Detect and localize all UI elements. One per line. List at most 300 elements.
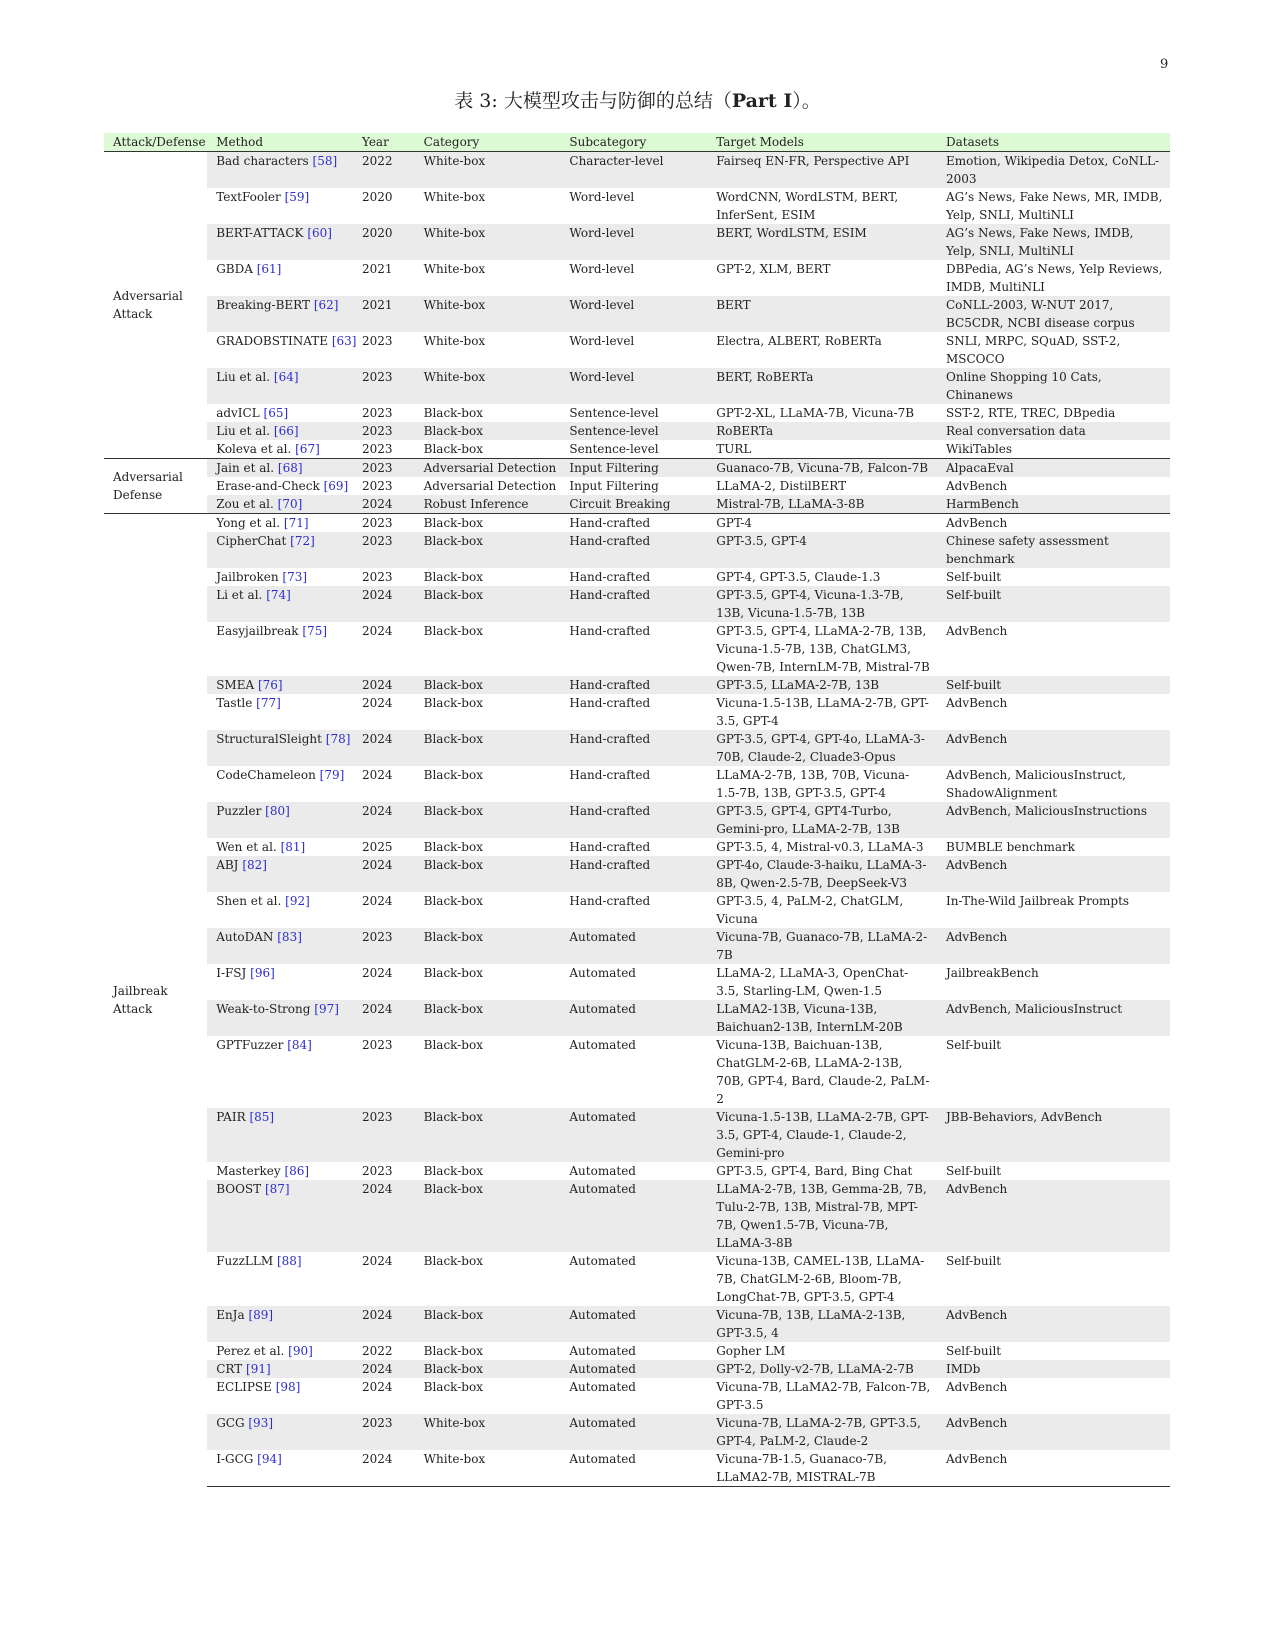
subcategory-cell: Circuit Breaking (560, 495, 707, 514)
method-cell (207, 676, 353, 694)
datasets-cell: SST-2, RTE, TREC, DBpedia (945, 406, 1116, 420)
citation-link[interactable]: [93] (248, 1416, 274, 1430)
category-cell: Black-box (415, 1306, 561, 1342)
table-row (104, 1414, 1170, 1450)
citation-link[interactable]: [91] (246, 1362, 271, 1376)
datasets-cell: In-The-Wild Jailbreak Prompts (945, 894, 1130, 908)
category-cell: Black-box (423, 840, 483, 854)
target-models-cell: Guanaco-7B, Vicuna-7B, Falcon-7B (707, 459, 937, 478)
citation-link[interactable]: [78] (325, 732, 351, 746)
citation-link[interactable]: [88] (276, 1254, 302, 1268)
table-row (104, 1360, 1170, 1378)
target-models-cell: BERT (707, 296, 937, 332)
method-name: GCG (216, 1416, 245, 1430)
datasets-cell: SNLI, MRPC, SQuAD, SST-2, MSCOCO (945, 334, 1121, 366)
year-cell: 2024 (361, 696, 393, 710)
method-name: StructuralSleight (216, 732, 322, 746)
datasets-cell: AG’s News, Fake News, IMDB, Yelp, SNLI, MultiNLI (937, 224, 1170, 260)
table-row (104, 856, 1170, 892)
method-cell (207, 422, 353, 440)
year-cell: 2024 (361, 624, 393, 638)
citation-link[interactable]: [66] (273, 424, 299, 438)
datasets-cell: DBPedia, AG’s News, Yelp Reviews, IMDB, MultiNLI (945, 262, 1163, 294)
table-row (104, 260, 1170, 296)
subcategory-cell: Input Filtering (569, 479, 659, 493)
table-row (104, 152, 1170, 189)
subcategory-cell: Hand-crafted (569, 696, 651, 710)
table-row (104, 422, 1170, 440)
table-row (104, 838, 1170, 856)
header-target-models: Target Models (716, 135, 804, 149)
year-cell: 2024 (361, 1380, 393, 1394)
table-body (104, 152, 1170, 1487)
table-row (104, 802, 1170, 838)
datasets-cell: AlpacaEval (937, 459, 1170, 478)
table-row (104, 1162, 1170, 1180)
method-cell (207, 296, 353, 332)
year-cell: 2021 (361, 262, 393, 276)
subcategory-cell: Automated (569, 1254, 636, 1268)
table-row (104, 459, 1170, 478)
category-cell: Black-box (415, 1360, 561, 1378)
subcategory-cell: Character-level (560, 152, 707, 189)
citation-link[interactable]: [87] (264, 1182, 290, 1196)
subcategory-cell: Automated (560, 928, 707, 964)
subcategory-cell: Automated (560, 1360, 707, 1378)
category-cell: Black-box (423, 516, 483, 530)
citation-link[interactable]: [70] (277, 497, 303, 511)
datasets-cell: AdvBench (937, 1306, 1170, 1342)
citation-link[interactable]: [75] (302, 624, 328, 638)
subcategory-cell: Automated (560, 1450, 707, 1487)
header-year: Year (361, 135, 389, 149)
datasets-cell: Self-built (937, 586, 1170, 622)
citation-link[interactable]: [83] (277, 930, 302, 944)
datasets-cell: AdvBench (937, 730, 1170, 766)
method-name: Li et al. (216, 588, 263, 602)
citation-link[interactable]: [62] (313, 298, 339, 312)
datasets-cell: Self-built (945, 1038, 1002, 1052)
method-name: CipherChat (216, 534, 287, 548)
category-cell: Adversarial Detection (423, 479, 557, 493)
method-name: Tastle (216, 696, 253, 710)
method-cell (207, 368, 353, 404)
datasets-cell: WikiTables (937, 440, 1170, 459)
target-models-cell: GPT-2-XL, LLaMA-7B, Vicuna-7B (716, 406, 915, 420)
table-row (104, 1252, 1170, 1306)
subcategory-cell: Hand-crafted (569, 624, 651, 638)
category-cell: White-box (415, 152, 561, 189)
category-cell: Black-box (415, 586, 561, 622)
target-models-cell: GPT-3.5, GPT-4, Vicuna-1.3-7B, 13B, Vicuna-1.5-7B, 13B (707, 586, 937, 622)
subcategory-cell: Word-level (560, 296, 707, 332)
method-cell (207, 1162, 353, 1180)
category-cell: White-box (415, 1414, 561, 1450)
method-cell (207, 514, 353, 533)
target-models-cell: GPT-3.5, GPT-4, LLaMA-2-7B, 13B, Vicuna-1.5-7B, 13B, ChatGLM3, Qwen-7B, InternLM-7B, Mistral-7B (716, 624, 930, 674)
citation-link[interactable]: [82] (242, 858, 267, 872)
year-cell: 2024 (353, 495, 415, 514)
method-name: Erase-and-Check (216, 479, 320, 493)
target-models-cell: Vicuna-7B-1.5, Guanaco-7B, LLaMA2-7B, MISTRAL-7B (707, 1450, 937, 1487)
method-cell (207, 477, 353, 495)
datasets-cell: AdvBench (945, 1380, 1008, 1394)
subcategory-cell: Automated (569, 1164, 636, 1178)
method-cell (207, 1342, 353, 1360)
method-cell (207, 838, 353, 856)
datasets-cell: BUMBLE benchmark (945, 840, 1076, 854)
target-models-cell: Vicuna-7B, LLaMA-2-7B, GPT-3.5, GPT-4, PaLM-2, Claude-2 (707, 1414, 937, 1450)
method-cell (207, 586, 353, 622)
subcategory-cell: Hand-crafted (560, 586, 707, 622)
method-name: TextFooler (216, 190, 281, 204)
category-cell: Robust Inference (415, 495, 561, 514)
subcategory-cell: Sentence-level (569, 406, 659, 420)
subcategory-cell: Automated (560, 1414, 707, 1450)
year-cell: 2024 (353, 1000, 415, 1036)
target-models-cell: GPT-2, XLM, BERT (716, 262, 831, 276)
subcategory-cell: Automated (569, 1380, 636, 1394)
year-cell: 2024 (353, 1450, 415, 1487)
method-cell (207, 1036, 353, 1108)
method-name: Zou et al. (216, 497, 274, 511)
year-cell: 2024 (361, 1254, 393, 1268)
year-cell: 2024 (353, 586, 415, 622)
target-models-cell: GPT-4o, Claude-3-haiku, LLaMA-3-8B, Qwen-2.5-7B, DeepSeek-V3 (707, 856, 937, 892)
datasets-cell: CoNLL-2003, W-NUT 2017, BC5CDR, NCBI disease corpus (937, 296, 1170, 332)
table-row (104, 568, 1170, 586)
datasets-cell: AdvBench (937, 1180, 1170, 1252)
method-cell (207, 260, 353, 296)
target-models-cell: LLaMA-2, DistilBERT (716, 479, 847, 493)
table-row (104, 766, 1170, 802)
method-cell (207, 1306, 353, 1342)
citation-link[interactable]: [61] (256, 262, 282, 276)
method-cell (207, 224, 353, 260)
table-row (104, 1450, 1170, 1487)
group-label: Adversarial Defense (104, 459, 207, 514)
year-cell: 2023 (353, 368, 415, 404)
target-models-cell: RoBERTa (707, 422, 937, 440)
year-cell: 2023 (353, 440, 415, 459)
summary-table (104, 133, 1170, 1487)
method-cell (207, 766, 353, 802)
method-name: FuzzLLM (216, 1254, 274, 1268)
method-cell (207, 694, 353, 730)
method-cell (207, 892, 353, 928)
subcategory-cell: Hand-crafted (569, 840, 651, 854)
target-models-cell: LLaMA2-13B, Vicuna-13B, Baichuan2-13B, InternLM-20B (707, 1000, 937, 1036)
method-name: GPTFuzzer (216, 1038, 284, 1052)
method-cell (207, 802, 353, 838)
year-cell: 2023 (353, 928, 415, 964)
subcategory-cell: Hand-crafted (569, 894, 651, 908)
method-cell (207, 568, 353, 586)
page-number: 9 (1160, 57, 1169, 72)
category-cell: White-box (423, 190, 486, 204)
table-row (104, 477, 1170, 495)
citation-link[interactable]: [69] (323, 479, 349, 493)
datasets-cell: AdvBench, MaliciousInstructions (937, 802, 1170, 838)
method-cell (207, 440, 353, 459)
datasets-cell: AdvBench (937, 856, 1170, 892)
method-name: BERT-ATTACK (216, 226, 304, 240)
target-models-cell: GPT-3.5, 4, PaLM-2, ChatGLM, Vicuna (716, 894, 904, 926)
method-name: SMEA (216, 678, 255, 692)
citation-link[interactable]: [64] (273, 370, 299, 384)
table-row (104, 892, 1170, 928)
table-row (104, 1306, 1170, 1342)
subcategory-cell: Automated (560, 1180, 707, 1252)
citation-link[interactable]: [63] (331, 334, 357, 348)
caption-bold: Part I (731, 90, 793, 112)
target-models-cell: Fairseq EN-FR, Perspective API (707, 152, 937, 189)
datasets-cell: Online Shopping 10 Cats, Chinanews (937, 368, 1170, 404)
category-cell: Black-box (423, 696, 483, 710)
citation-link[interactable]: [85] (249, 1110, 275, 1124)
citation-link[interactable]: [60] (307, 226, 332, 240)
method-name: CodeChameleon (216, 768, 316, 782)
category-cell: White-box (415, 368, 561, 404)
datasets-cell: AdvBench (945, 624, 1008, 638)
category-cell: Black-box (423, 406, 483, 420)
method-name: Masterkey (216, 1164, 281, 1178)
method-name: Koleva et al. (216, 442, 292, 456)
subcategory-cell: Word-level (560, 224, 707, 260)
year-cell: 2022 (353, 152, 415, 189)
subcategory-cell: Automated (560, 1000, 707, 1036)
header-category: Category (423, 135, 480, 149)
method-cell (207, 1378, 353, 1414)
target-models-cell: LLaMA-2, LLaMA-3, OpenChat-3.5, Starling-LM, Qwen-1.5 (716, 966, 909, 998)
group-label: Adversarial Attack (104, 152, 207, 459)
category-cell: Black-box (423, 966, 483, 980)
category-cell: White-box (423, 334, 486, 348)
method-name: I-FSJ (216, 966, 247, 980)
year-cell: 2023 (361, 479, 393, 493)
category-cell: Black-box (423, 1038, 483, 1052)
table-row (104, 495, 1170, 514)
target-models-cell: GPT-3.5, GPT-4, GPT4-Turbo, Gemini-pro, LLaMA-2-7B, 13B (707, 802, 937, 838)
citation-link[interactable]: [72] (290, 534, 315, 548)
method-cell (207, 188, 353, 224)
table-row (104, 1000, 1170, 1036)
method-name: PAIR (216, 1110, 246, 1124)
category-cell: Black-box (415, 532, 561, 568)
year-cell: 2024 (353, 730, 415, 766)
table-row (104, 332, 1170, 368)
datasets-cell: AdvBench, MaliciousInstruct (937, 1000, 1170, 1036)
table-row (104, 622, 1170, 676)
citation-link[interactable]: [71] (283, 516, 309, 530)
citation-link[interactable]: [58] (312, 154, 338, 168)
table-row (104, 586, 1170, 622)
year-cell: 2023 (361, 334, 393, 348)
table-row (104, 964, 1170, 1000)
method-cell (207, 495, 353, 514)
method-name: Weak-to-Strong (216, 1002, 311, 1016)
year-cell: 2023 (361, 1164, 393, 1178)
method-cell (207, 532, 353, 568)
method-name: EnJa (216, 1308, 245, 1322)
subcategory-cell: Hand-crafted (569, 768, 651, 782)
datasets-cell: AdvBench (945, 696, 1008, 710)
datasets-cell: AdvBench, MaliciousInstruct, ShadowAlignment (945, 768, 1126, 800)
citation-link[interactable]: [80] (265, 804, 290, 818)
caption-suffix: ）。 (792, 90, 821, 112)
category-cell: Black-box (423, 1380, 483, 1394)
citation-link[interactable]: [96] (250, 966, 275, 980)
method-name: I-GCG (216, 1452, 254, 1466)
method-cell (207, 1414, 353, 1450)
subcategory-cell: Input Filtering (560, 459, 707, 478)
target-models-cell: TURL (707, 440, 937, 459)
category-cell: White-box (415, 224, 561, 260)
header-datasets: Datasets (945, 135, 999, 149)
year-cell: 2024 (353, 676, 415, 694)
subcategory-cell: Sentence-level (560, 422, 707, 440)
subcategory-cell: Hand-crafted (569, 516, 651, 530)
citation-link[interactable]: [86] (284, 1164, 310, 1178)
subcategory-cell: Hand-crafted (560, 730, 707, 766)
target-models-cell: Vicuna-7B, LLaMA2-7B, Falcon-7B, GPT-3.5 (716, 1380, 931, 1412)
datasets-cell: Emotion, Wikipedia Detox, CoNLL-2003 (937, 152, 1170, 189)
method-cell (207, 1450, 353, 1487)
method-name: Jailbroken (216, 570, 279, 584)
citation-link[interactable]: [74] (266, 588, 291, 602)
category-cell: Black-box (415, 422, 561, 440)
year-cell: 2024 (353, 1180, 415, 1252)
target-models-cell: GPT-3.5, LLaMA-2-7B, 13B (707, 676, 937, 694)
category-cell: Adversarial Detection (415, 459, 561, 478)
table-row (104, 730, 1170, 766)
subcategory-cell: Hand-crafted (560, 802, 707, 838)
group-label: Jailbreak Attack (104, 514, 207, 1487)
citation-link[interactable]: [98] (275, 1380, 301, 1394)
citation-link[interactable]: [97] (314, 1002, 339, 1016)
subcategory-cell: Automated (569, 1038, 636, 1052)
method-cell (207, 730, 353, 766)
table-row (104, 676, 1170, 694)
category-cell: Black-box (423, 894, 483, 908)
citation-link[interactable]: [94] (257, 1452, 282, 1466)
year-cell: 2024 (353, 1360, 415, 1378)
subcategory-cell: Hand-crafted (560, 676, 707, 694)
method-name: Perez et al. (216, 1344, 285, 1358)
category-cell: Black-box (423, 570, 483, 584)
category-cell: Black-box (415, 440, 561, 459)
method-name: GRADOBSTINATE (216, 334, 328, 348)
subcategory-cell: Word-level (560, 368, 707, 404)
target-models-cell: LLaMA-2-7B, 13B, Gemma-2B, 7B, Tulu-2-7B, 13B, Mistral-7B, MPT-7B, Qwen1.5-7B, Vicuna-7B, LLaMA-3-8B (707, 1180, 937, 1252)
year-cell: 2025 (361, 840, 393, 854)
subcategory-cell: Automated (569, 966, 636, 980)
citation-link[interactable]: [68] (277, 461, 303, 475)
subcategory-cell: Word-level (569, 190, 635, 204)
subcategory-cell: Hand-crafted (560, 856, 707, 892)
method-name: Liu et al. (216, 370, 271, 384)
table-row (104, 514, 1170, 533)
datasets-cell: AG’s News, Fake News, MR, IMDB, Yelp, SNLI, MultiNLI (945, 190, 1163, 222)
citation-link[interactable]: [65] (263, 406, 289, 420)
subcategory-cell: Sentence-level (560, 440, 707, 459)
table-row (104, 532, 1170, 568)
header-subcategory: Subcategory (569, 135, 647, 149)
method-cell (207, 459, 353, 478)
caption-prefix: 表 3: 大模型攻击与防御的总结（ (454, 90, 732, 112)
table-row (104, 1378, 1170, 1414)
method-cell (207, 856, 353, 892)
header-method: Method (216, 135, 264, 149)
year-cell: 2024 (361, 768, 393, 782)
target-models-cell: WordCNN, WordLSTM, BERT, InferSent, ESIM (716, 190, 899, 222)
target-models-cell: LLaMA-2-7B, 13B, 70B, Vicuna-1.5-7B, 13B, GPT-3.5, GPT-4 (716, 768, 910, 800)
datasets-cell: AdvBench (937, 928, 1170, 964)
method-name: Puzzler (216, 804, 262, 818)
table-header (104, 133, 1170, 152)
category-cell: Black-box (415, 730, 561, 766)
method-name: Breaking-BERT (216, 298, 310, 312)
target-models-cell: BERT, RoBERTa (707, 368, 937, 404)
table-row (104, 928, 1170, 964)
table-row (104, 404, 1170, 422)
method-name: Wen et al. (216, 840, 277, 854)
citation-link[interactable]: [90] (288, 1344, 313, 1358)
citation-link[interactable]: [73] (282, 570, 308, 584)
target-models-cell: GPT-4 (716, 516, 753, 530)
citation-link[interactable]: [67] (295, 442, 320, 456)
table-row (104, 296, 1170, 332)
method-cell (207, 964, 353, 1000)
year-cell: 2024 (353, 856, 415, 892)
method-name: Liu et al. (216, 424, 271, 438)
year-cell: 2024 (361, 966, 393, 980)
datasets-cell: Self-built (945, 1254, 1002, 1268)
citation-link[interactable]: [79] (319, 768, 345, 782)
category-cell: White-box (423, 262, 486, 276)
year-cell: 2023 (353, 1414, 415, 1450)
citation-link[interactable]: [59] (284, 190, 310, 204)
target-models-cell: Electra, ALBERT, RoBERTa (716, 334, 882, 348)
datasets-cell: AdvBench (945, 479, 1008, 493)
citation-link[interactable]: [76] (257, 678, 283, 692)
citation-link[interactable]: [84] (287, 1038, 312, 1052)
year-cell: 2023 (353, 422, 415, 440)
citation-link[interactable]: [89] (248, 1308, 274, 1322)
category-cell: White-box (415, 1450, 561, 1487)
target-models-cell: GPT-3.5, 4, Mistral-v0.3, LLaMA-3 (716, 840, 924, 854)
subcategory-cell: Word-level (569, 262, 635, 276)
citation-link[interactable]: [77] (256, 696, 281, 710)
citation-link[interactable]: [92] (285, 894, 310, 908)
header-row (104, 133, 1170, 152)
method-name: advICL (216, 406, 260, 420)
target-models-cell: GPT-2, Dolly-v2-7B, LLaMA-2-7B (707, 1360, 937, 1378)
datasets-cell: Chinese safety assessment benchmark (937, 532, 1170, 568)
datasets-cell: Self-built (937, 676, 1170, 694)
method-cell (207, 1000, 353, 1036)
target-models-cell: GPT-3.5, GPT-4, GPT-4o, LLaMA-3-70B, Claude-2, Cluade3-Opus (707, 730, 937, 766)
method-name: ABJ (216, 858, 239, 872)
category-cell: Black-box (415, 802, 561, 838)
method-cell (207, 1108, 353, 1162)
target-models-cell: GPT-4, GPT-3.5, Claude-1.3 (716, 570, 881, 584)
header-attack-defense: Attack/Defense (113, 135, 206, 149)
citation-link[interactable]: [81] (280, 840, 306, 854)
year-cell: 2024 (353, 1306, 415, 1342)
year-cell: 2023 (353, 1108, 415, 1162)
target-models-cell: Vicuna-13B, Baichuan-13B, ChatGLM-2-6B, LLaMA-2-13B, 70B, GPT-4, Bard, Claude-2, PaLM-2 (716, 1038, 930, 1106)
